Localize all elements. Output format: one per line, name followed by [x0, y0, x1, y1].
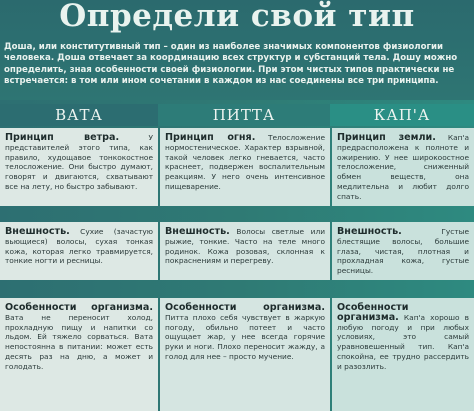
column-vata — [0, 128, 158, 411]
appearance-card-pitta — [160, 222, 330, 280]
appearance-card-vata — [0, 222, 158, 280]
appearance-text: Густые блестящие волосы, большие глаза, чистая, плотная и прохладная кожа, густые ресницы. — [337, 227, 469, 276]
appearance-heading: Внешность. — [165, 226, 230, 237]
principle-text: Телосложение нормостеническое. Характер взрывной, такой человек легко гневается, часто краснеет, подвержен воспалительным реакциям. У него очень интенсивное пищеварение. — [165, 133, 325, 191]
column-header-pitta: ПИТТА — [158, 104, 330, 126]
organism-heading: Особенности организма. — [5, 302, 153, 313]
organism-heading: Особенности организма. — [165, 302, 325, 313]
column-header-kapha: КАП'А — [330, 104, 474, 126]
organism-card-vata — [0, 298, 158, 411]
appearance-heading: Внешность. — [337, 226, 402, 237]
appearance-text: Волосы светлые или рыжие, тонкие. Часто на теле много родинок. Кожа розовая, склонная к покраснениям и перегреву. — [165, 227, 325, 266]
appearance-text: Сухие (зачастую вьющиеся) волосы, сухая тонкая кожа, которая легко травмируется, тонкие ногти и ресницы. — [5, 227, 153, 266]
appearance-card-kapha — [332, 222, 474, 280]
organism-card-kapha — [332, 298, 474, 411]
column-pitta — [160, 128, 330, 411]
principle-text: Кап'а предрасположена к полноте и ожирению. У нее широкоостное телосложение, сниженный обмен веществ, она медлительна и любит долго спать. — [337, 133, 469, 201]
principle-heading: Принцип ветра. — [5, 132, 120, 143]
principle-heading: Принцип огня. — [165, 132, 256, 143]
header — [0, 0, 474, 100]
intro-text: Доша, или конститутивный тип – один из наиболее значимых компонентов физиологии человека. Доша отвечает за координацию всех структур и субстанций тела. Дошу можно определить, зная особенности своей физиологии. При этом чистых типов практически не встречается: в том или ином сочетании в каждом из нас соединены все три принципа. — [4, 42, 458, 87]
principle-text: У представителей этого типа, как правило, худощавое тонкокостное телосложение. Они быстро думают, говорят и двигаются, схватывают все на лету, но быстро забывают. — [5, 133, 153, 191]
column-header-vata: ВАТА — [0, 104, 158, 126]
column-kapha — [332, 128, 474, 411]
principle-heading: Принцип земли. — [337, 132, 436, 143]
principle-card-kapha — [332, 128, 474, 206]
organism-text: Вата не переносит холод, прохладную пищу и напитки со льдом. Ей тяжело сорваться. Вата непостоянна в питании: может есть десять раз на дню, а может и голодать. — [5, 312, 153, 371]
principle-card-vata — [0, 128, 158, 206]
organism-heading: Особенности организма. — [337, 302, 409, 323]
organism-text: Питта плохо себя чувствует в жаркую погоду, обильно потеет и часто ощущает жар, у нее всегда горячие руки и ноги. Плохо переносит жажду, а голод для нее – просто мучение. — [165, 312, 325, 361]
organism-card-pitta — [160, 298, 330, 411]
principle-card-pitta — [160, 128, 330, 206]
page-title: Определи свой тип — [59, 0, 415, 34]
organism-text: Кап'а хорошо в любую погоду и при любых условиях, это самый уравновешенный тип. Кап'а спокойна, ее трудно рассердить и разозлить. — [337, 312, 469, 371]
appearance-heading: Внешность. — [5, 226, 70, 237]
